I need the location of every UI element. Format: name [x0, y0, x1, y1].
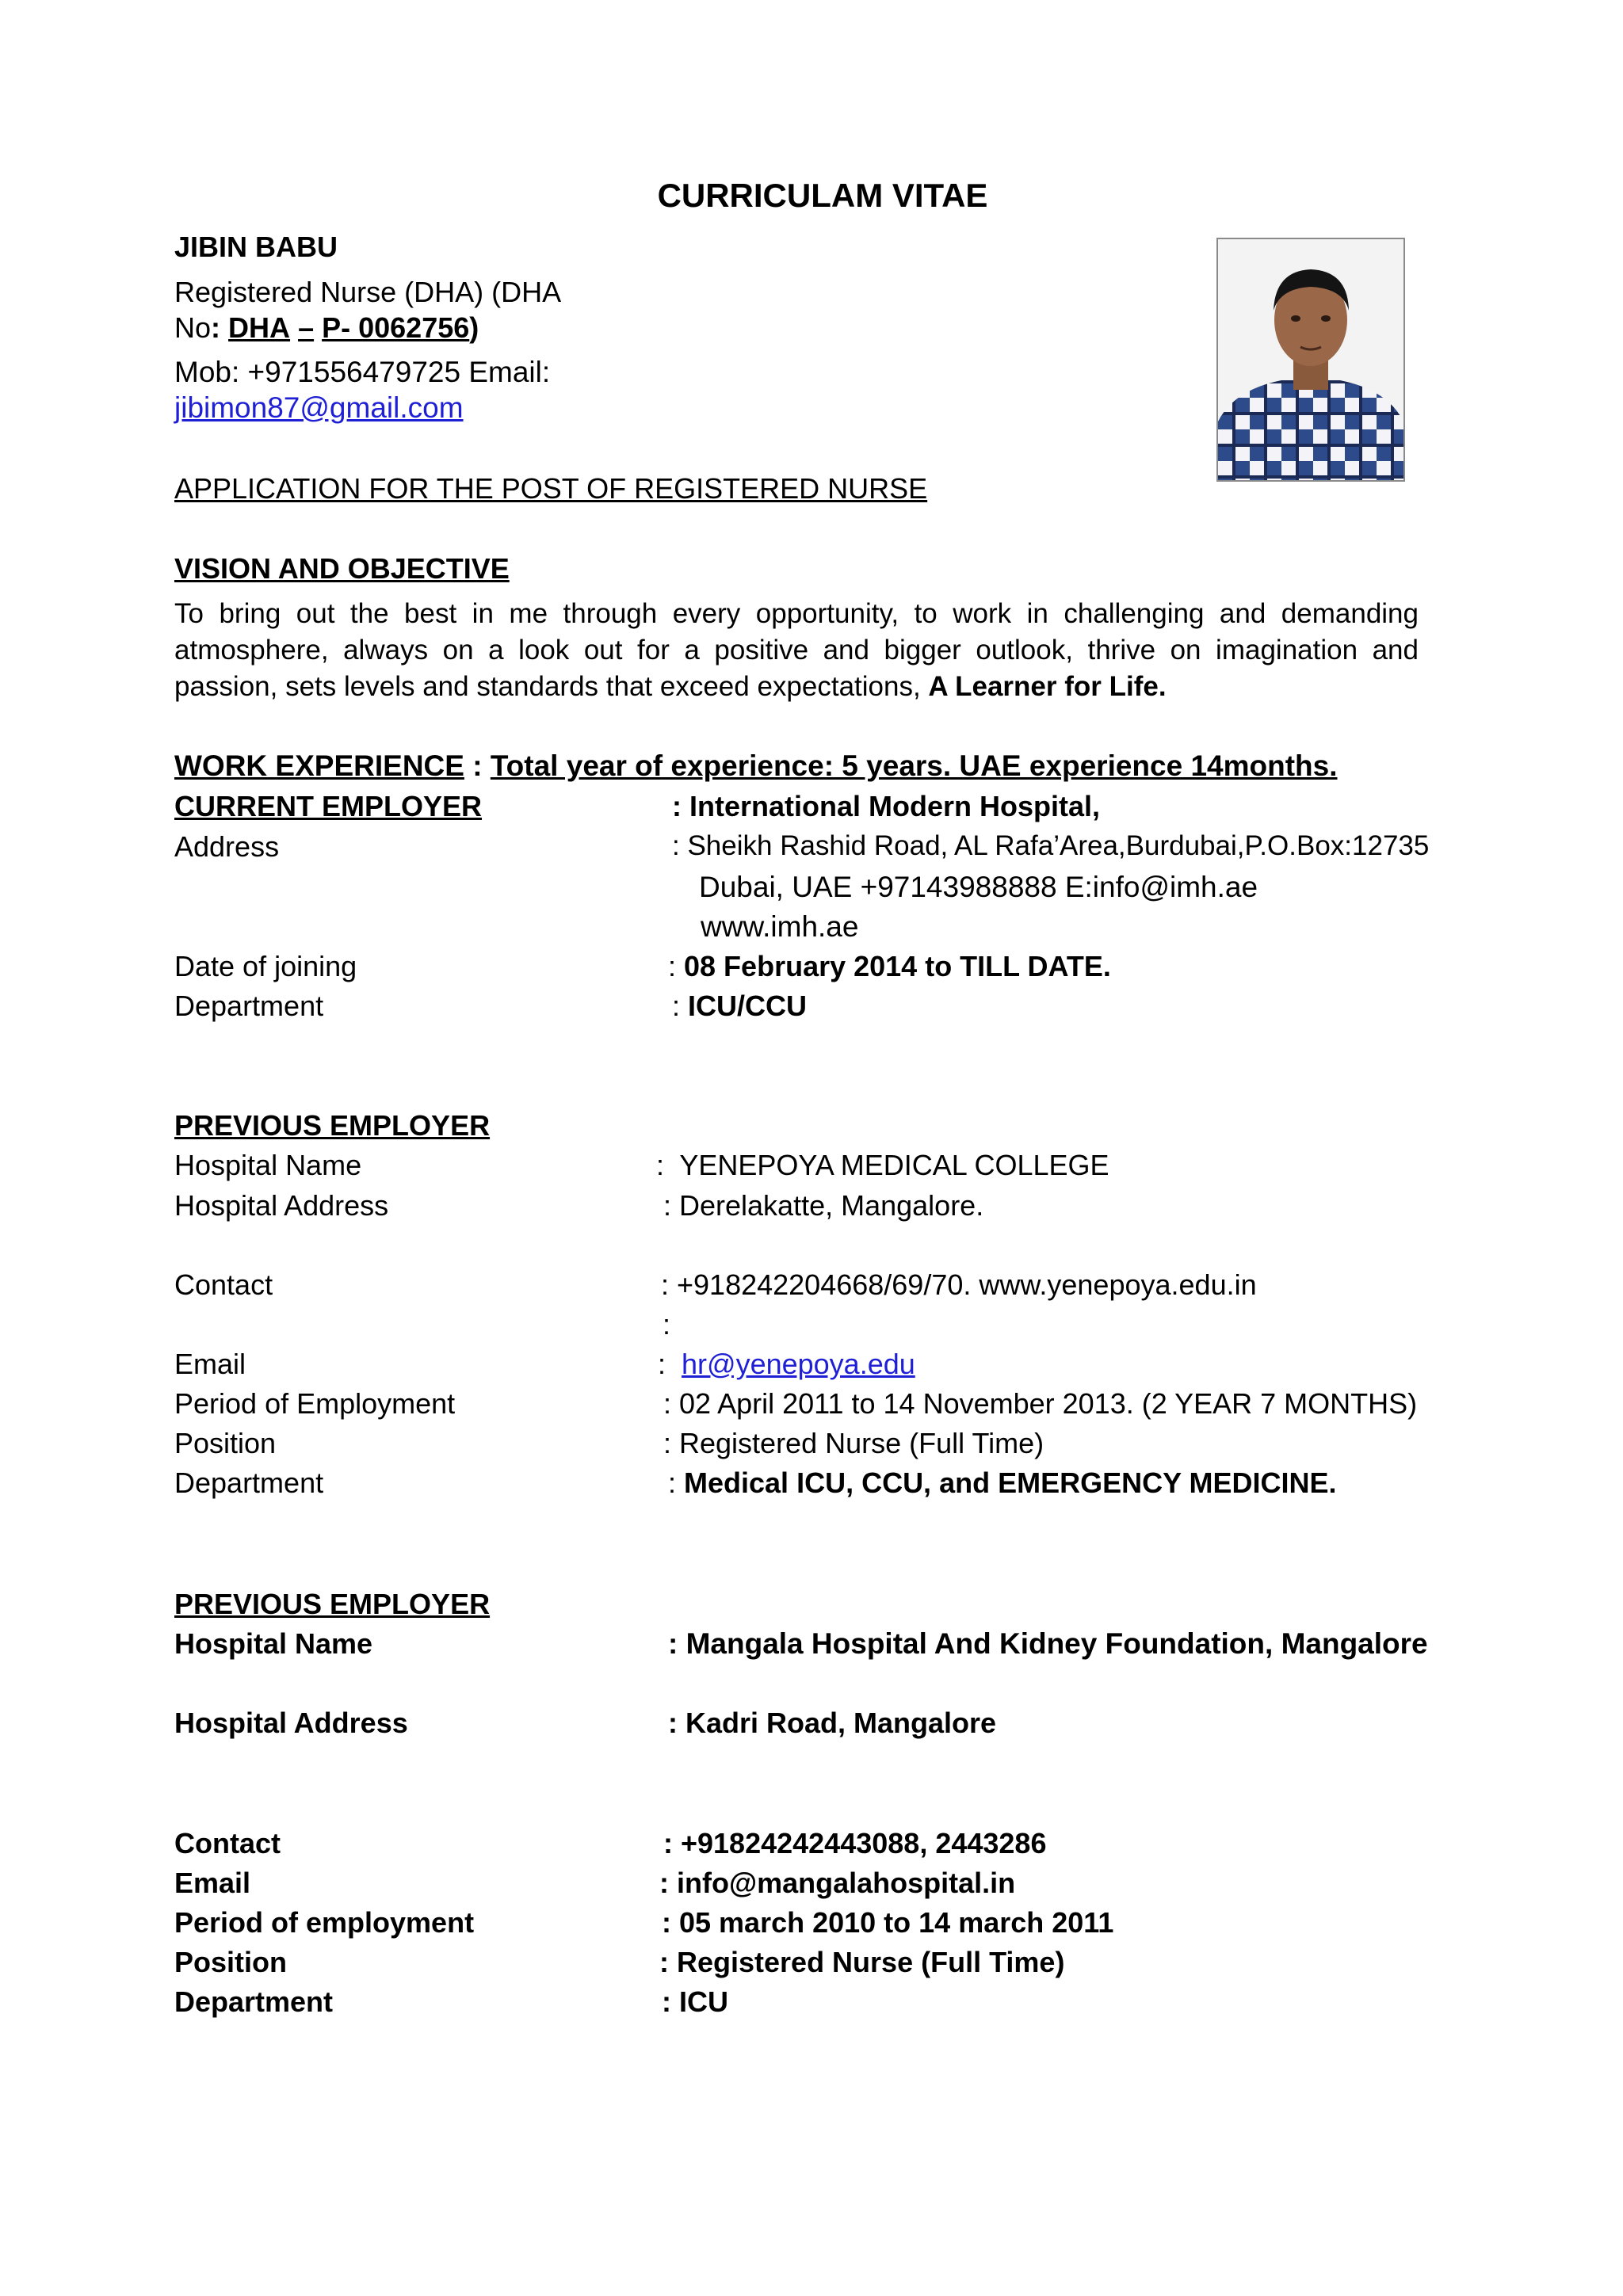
previous1-position: : Registered Nurse (Full Time)	[663, 1427, 1044, 1459]
mobile-line: Mob: +971556479725 Email:	[174, 356, 551, 388]
work-experience-summary: Total year of experience: 5 years. UAE experience 14months.	[490, 749, 1338, 782]
previous1-position-label: Position	[174, 1427, 277, 1459]
previous1-address: : Derelakatte, Mangalore.	[663, 1189, 984, 1222]
previous1-name: : YENEPOYA MEDICAL COLLEGE	[656, 1149, 1109, 1181]
work-experience-line	[174, 749, 1338, 784]
registration-line-2	[174, 311, 479, 345]
current-address-line-2: Dubai, UAE +97143988888 E:info@imh.ae	[699, 871, 1258, 903]
previous2-address-label: Hospital Address	[174, 1707, 408, 1739]
current-employer-hospital: : International Modern Hospital,	[672, 790, 1101, 822]
current-dept: ICU/CCU	[688, 990, 808, 1022]
previous1-email-colon: :	[658, 1348, 682, 1380]
current-doj-label: Date of joining	[174, 950, 357, 982]
previous2-contact-label: Contact	[174, 1827, 281, 1859]
previous2-period: : 05 march 2010 to 14 march 2011	[662, 1906, 1114, 1939]
previous2-email: : info@mangalahospital.in	[659, 1867, 1016, 1899]
registration-close: )	[469, 311, 479, 344]
previous1-extra-colon: :	[663, 1308, 671, 1341]
previous2-heading: PREVIOUS EMPLOYER	[174, 1588, 491, 1620]
previous1-email-label: Email	[174, 1348, 246, 1380]
work-experience-heading: WORK EXPERIENCE	[174, 749, 464, 782]
current-dept-colon: :	[672, 990, 689, 1022]
previous1-address-label: Hospital Address	[174, 1189, 389, 1222]
previous2-position-label: Position	[174, 1946, 287, 1978]
registration-colon: :	[211, 311, 221, 344]
vision-paragraph	[174, 596, 1419, 705]
vision-heading: VISION AND OBJECTIVE	[174, 552, 510, 585]
vision-bold-end: A Learner for Life.	[928, 671, 1167, 702]
previous2-name: : Mangala Hospital And Kidney Foundation, Mangalore	[668, 1627, 1428, 1660]
email-line	[174, 391, 464, 425]
document-title: CURRICULAM VITAE	[657, 177, 988, 214]
current-address-label: Address	[174, 830, 280, 863]
previous2-address: : Kadri Road, Mangalore	[668, 1707, 997, 1739]
previous2-period-label: Period of employment	[174, 1906, 475, 1939]
registration-dha: DHA	[228, 311, 291, 344]
current-address-line-1: : Sheikh Rashid Road, AL Rafa’Area,Burdubai,P.O.Box:12735	[672, 830, 1430, 861]
current-address-line-3: www.imh.ae	[701, 910, 859, 943]
previous1-heading: PREVIOUS EMPLOYER	[174, 1109, 491, 1142]
email-link[interactable]: jibimon87@gmail.com	[174, 391, 464, 424]
previous1-contact-label: Contact	[174, 1268, 273, 1301]
previous1-email-value	[658, 1347, 915, 1381]
vision-text: To bring out the best in me through every opportunity, to work in challenging and demanding atmosphere, always on a look out for a positive and bigger outlook, thrive on imagination and passion, sets levels and standards that exceed expectations,	[174, 598, 1419, 702]
application-line: APPLICATION FOR THE POST OF REGISTERED NURSE	[174, 472, 928, 505]
previous2-position: : Registered Nurse (Full Time)	[659, 1946, 1065, 1978]
work-experience-colon: :	[464, 749, 491, 782]
previous1-dept-label: Department	[174, 1466, 324, 1499]
current-doj-colon: :	[668, 950, 685, 982]
previous1-dept-colon: :	[668, 1466, 685, 1499]
previous1-email-link[interactable]: hr@yenepoya.edu	[682, 1348, 915, 1380]
previous2-email-label: Email	[174, 1867, 251, 1899]
previous1-period: : 02 April 2011 to 14 November 2013. (2 YEAR 7 MONTHS)	[663, 1387, 1418, 1420]
previous2-dept: : ICU	[662, 1985, 728, 2018]
registration-no-prefix: No	[174, 311, 212, 344]
current-doj: 08 February 2014 to TILL DATE.	[684, 950, 1111, 982]
registration-line-1: Registered Nurse (DHA) (DHA	[174, 276, 562, 308]
current-dept-value	[672, 989, 807, 1023]
previous2-dept-label: Department	[174, 1985, 334, 2018]
current-employer-heading: CURRENT EMPLOYER	[174, 790, 483, 822]
previous2-contact: : +91824242443088, 2443286	[663, 1827, 1047, 1859]
registration-dash: –	[298, 311, 315, 344]
candidate-name: JIBIN BABU	[174, 231, 338, 263]
previous1-contact: : +918242204668/69/70. www.yenepoya.edu.in	[661, 1268, 1257, 1301]
previous1-name-label: Hospital Name	[174, 1149, 362, 1181]
profile-photo	[1216, 238, 1405, 482]
current-doj-value	[668, 949, 1111, 983]
current-dept-label: Department	[174, 990, 324, 1022]
previous1-period-label: Period of Employment	[174, 1387, 456, 1420]
registration-number: P- 0062756	[322, 311, 470, 344]
profile-photo-image	[1218, 239, 1403, 480]
previous2-name-label: Hospital Name	[174, 1627, 373, 1660]
previous1-dept-value	[668, 1466, 1336, 1500]
previous1-dept: Medical ICU, CCU, and EMERGENCY MEDICINE.	[684, 1466, 1337, 1499]
